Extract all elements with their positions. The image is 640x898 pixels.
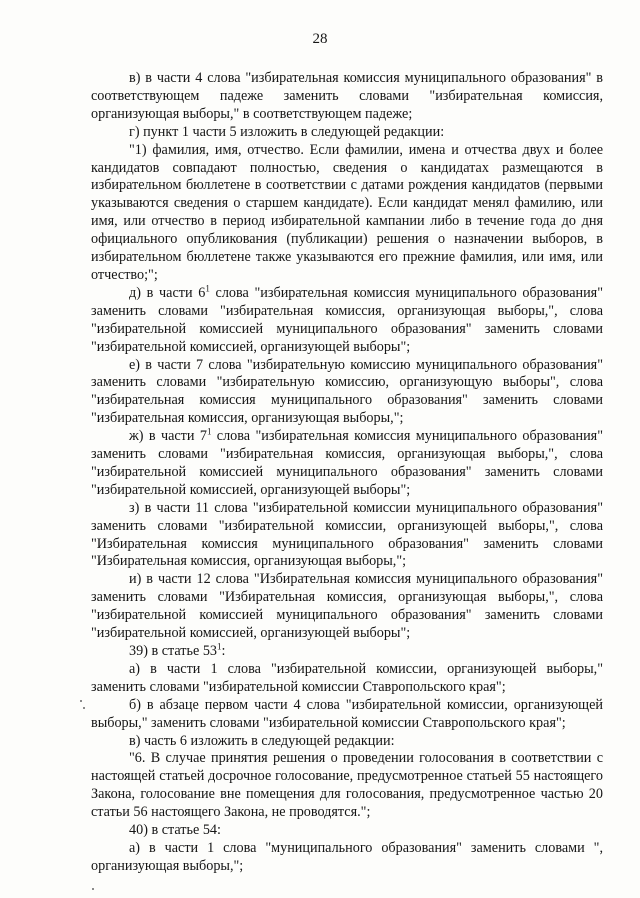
document-body xyxy=(91,70,603,876)
paragraph-z-part-11: з) в части 11 слова "избирательной комиссии муниципального образования" заменить словами "избирательной комиссии, организующей выборы,", слова "Избирательная комиссия муниципального образования" заменить словами "Избирательная комиссия, организующая выборы,"; xyxy=(91,499,603,570)
paragraph-39-article-53-1: 39) в статье $53^1$: xyxy=(129,641,226,659)
paragraph-zh-part-7-1: ж) в части $7^1$ слова "избирательная комиссия муниципального образования" заменить словами "избирательная комиссия, организующая выборы,", слова "избирательной комиссией муниципального образования" заменить словами "избирательной комиссией, организующей выборы"; xyxy=(91,426,603,498)
scan-speck xyxy=(92,888,94,890)
paragraph-a-article-54-part-1: а) в части 1 слова "муниципального образования" заменить словами ", организующая выборы,"; xyxy=(91,839,603,874)
paragraph-40-article-54: 40) в статье 54: xyxy=(129,822,221,839)
paragraph-quote-part-6: "6. В случае принятия решения о проведении голосования в соответствии с настоящей статьей досрочное голосование, предусмотренное статьей 55 настоящего Закона, голосование вне помещения для голосования, предусмотренное частью 20 статьи 56 настоящего Закона, не проводятся."; xyxy=(91,750,603,821)
paragraph-quote-point-1: "1) фамилия, имя, отчество. Если фамилии, имена и отчества двух и более кандидатов совпадают полностью, сведения о кандидатах размещаются в избирательном бюллетене в соответствии с датами рождения кандидатов (первыми указываются сведения о старшем кандидате). Если кандидат менял фамилию, или имя, или отчество в период избирательной кампании либо в течение года до дня официального опубликования (публикации) решения о назначении выборов, в избирательном бюллетене также указываются его прежние фамилия, или имя, или отчество;"; xyxy=(91,141,603,283)
page-number: 28 xyxy=(312,31,328,47)
paragraph-a-part-1: а) в части 1 слова "избирательной комиссии, организующей выборы," заменить словами "избирательной комиссии Ставропольского края"; xyxy=(91,660,603,695)
paragraph-v-part-6: в) часть 6 изложить в следующей редакции: xyxy=(129,732,395,749)
paragraph-b-part-4: б) в абзаце первом части 4 слова "избирательной комиссии, организующей выборы," заменить словами "избирательной комиссии Ставропольского края"; xyxy=(91,696,603,731)
paragraph-d-part-6-1: д) в части $6^1$ слова "избирательная комиссия муниципального образования" заменить словами "избирательная комиссия, организующая выборы,", слова "избирательной комиссией муниципального образования" заменить словами "избирательной комиссией, организующей выборы"; xyxy=(91,283,603,355)
paragraph-e-part-7: е) в части 7 слова "избирательную комиссию муниципального образования" заменить словами "избирательную комиссию, организующую выборы", слова "избирательная комиссия муниципального образования" заменить словами "избирательная комиссия, организующая выборы,"; xyxy=(91,356,603,427)
paragraph-i-part-12: и) в части 12 слова "Избирательная комиссия муниципального образования" заменить словами "Избирательная комиссия, организующая выборы,", слова "избирательной комиссией муниципального образования" заменить словами "избирательной комиссией, организующей выборы"; xyxy=(91,571,603,642)
paragraph-g-part-5: г) пункт 1 части 5 изложить в следующей редакции: xyxy=(129,123,445,140)
paragraph-v-part-4: в) в части 4 слова "избирательная комиссия муниципального образования" в соответствующем падеже заменить словами "избирательная комиссия, организующая выборы," в соответствующем падеже; xyxy=(91,70,603,122)
scan-speck xyxy=(80,700,82,702)
scan-speck xyxy=(83,707,85,709)
